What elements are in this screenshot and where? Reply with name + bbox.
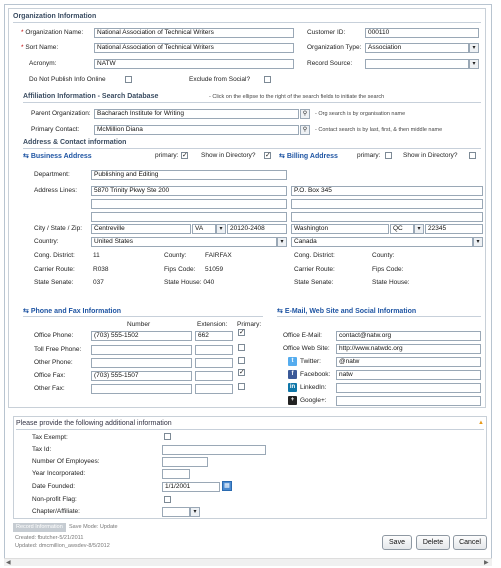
toll-free-input[interactable] [91,345,192,355]
additional-info-title: Please provide the following additional information [16,420,172,427]
organization-form-window [4,4,492,559]
department-input[interactable]: Publishing and Editing [91,170,287,180]
chevron-down-icon[interactable]: ▾ [473,237,483,247]
form-body [8,8,486,408]
do-not-publish-checkbox[interactable] [125,76,132,83]
business-address-header: ⇆ Business Address [23,153,92,160]
linkedin-input[interactable] [336,383,481,393]
customer-id-label: Customer ID: [307,29,346,36]
date-founded-input[interactable]: 1/1/2001 [162,482,220,492]
address-lines-label: Address Lines: [34,187,77,194]
org-info-title: Organization Information [13,13,97,20]
county-label: County: [164,252,187,259]
twitter-input[interactable]: @natw [336,357,481,367]
section-divider [16,429,484,430]
business-house-value: 040 [203,279,215,286]
billing-cong-label: Cong. District: [294,252,335,259]
other-phone-ext-input[interactable] [195,358,233,368]
office-email-label: Office E-Mail: [283,332,322,339]
section-divider [277,316,481,317]
billing-address-line1[interactable]: P.O. Box 345 [291,186,483,196]
parent-org-hint: - Org search is by organisation name [315,111,406,117]
exclude-social-label: Exclude from Social? [189,76,251,83]
org-name-label: * Organization Name: [21,29,84,36]
facebook-icon: f [288,370,297,379]
collapse-icon[interactable]: ▲ [478,420,484,426]
nonprofit-label: Non-profit Flag: [32,496,77,503]
business-fips-value: 51059 [205,266,224,273]
billing-show-dir-checkbox[interactable] [469,152,476,159]
facebook-input[interactable]: natw [336,370,481,380]
acronym-input[interactable]: NATW [94,59,294,69]
business-primary-label: primary: [155,152,179,159]
billing-address-header: ⇆ Billing Address [279,153,338,160]
sort-name-label: * Sort Name: [21,44,59,51]
primary-column-header: Primary: [237,321,262,328]
delete-button[interactable]: Delete [416,535,450,550]
org-type-label: Organization Type: [307,44,362,51]
extension-column-header: Extension: [197,321,228,328]
office-fax-input[interactable]: (703) 555-1507 [91,371,192,381]
save-mode-text: Save Mode: Update [69,524,118,530]
updated-text: Updated: dmcmillion_awsdev-8/5/2012 [15,543,110,549]
business-address-line2[interactable] [91,199,287,209]
record-source-label: Record Source: [307,60,353,67]
toll-free-primary-checkbox[interactable] [238,344,245,351]
city-state-zip-label: City / State / Zip: [34,225,83,232]
billing-senate-label: State Senate: [294,279,334,286]
additional-info-panel [13,416,487,519]
google-plus-input[interactable] [336,396,481,406]
employees-label: Number Of Employees: [32,458,100,465]
scroll-right-icon[interactable]: ▶ [484,560,489,566]
employees-input[interactable] [162,457,208,467]
other-fax-primary-checkbox[interactable] [238,383,245,390]
chevron-down-icon[interactable]: ▾ [277,237,287,247]
search-icon[interactable]: ⚲ [300,109,310,119]
business-show-dir-label: Show in Directory? [201,152,256,159]
billing-address-line3[interactable] [291,212,483,222]
business-senate-value: 037 [93,279,104,286]
chevron-down-icon[interactable]: ▾ [216,224,226,234]
fips-label: Fips Code: [164,266,196,273]
affiliation-hint: - Click on the ellipse to the right of the search fields to initiate the search [209,94,385,100]
other-fax-input[interactable] [91,384,192,394]
other-fax-label: Other Fax: [34,385,65,392]
business-address-line1[interactable]: 5870 Trinity Pkwy Ste 200 [91,186,287,196]
section-divider [23,316,263,317]
office-phone-input[interactable]: (703) 555-1502 [91,331,192,341]
state-senate-label: State Senate: [34,279,74,286]
google-plus-icon: + [288,396,297,405]
acronym-label: Acronym: [29,60,57,67]
chapter-label: Chapter/Affiliate: [32,508,80,515]
year-incorporated-input[interactable] [162,469,190,479]
business-primary-checkbox[interactable]: ✓ [182,152,188,159]
office-fax-primary-checkbox[interactable]: ✓ [239,369,245,376]
facebook-label: Facebook: [300,371,331,378]
office-fax-label: Office Fax: [34,372,66,379]
chevron-down-icon[interactable]: ▾ [190,507,200,517]
billing-address-line2[interactable] [291,199,483,209]
date-founded-label: Date Founded: [32,483,76,490]
twitter-icon: t [288,357,297,366]
business-cong-value: 11 [93,252,100,259]
tax-exempt-checkbox[interactable] [164,433,171,440]
number-column-header: Number [127,321,151,328]
year-incorporated-label: Year Incorporated: [32,470,86,477]
sort-name-input[interactable]: National Association of Technical Writers [94,43,294,53]
chevron-down-icon[interactable]: ▾ [414,224,424,234]
search-icon[interactable]: ⚲ [300,125,310,135]
business-county-value: FAIRFAX [205,252,232,259]
toll-free-ext-input[interactable] [195,345,233,355]
link-icon: ⇆ [23,308,31,315]
parent-org-input[interactable]: Bacharach Institute for Writing [94,109,299,119]
office-website-label: Office Web Site: [283,345,330,352]
record-info-tab[interactable]: Record Information [13,523,66,532]
link-icon: ⇆ [279,153,287,160]
office-phone-label: Office Phone: [34,332,74,339]
scroll-left-icon[interactable]: ◀ [6,560,11,566]
business-show-dir-checkbox[interactable]: ✓ [265,152,271,159]
google-plus-label: Google+: [300,397,327,404]
other-phone-input[interactable] [91,358,192,368]
customer-id-input[interactable]: 000110 [365,28,479,38]
billing-county-label: County: [372,252,395,259]
billing-show-dir-label: Show in Directory? [403,152,458,159]
billing-house-label: State House: [372,279,410,286]
calendar-icon[interactable]: ▦ [222,481,232,491]
exclude-social-checkbox[interactable] [264,76,271,83]
office-email-input[interactable]: contact@natw.org [336,331,481,341]
country-label: Country: [34,238,59,245]
twitter-label: Twitter: [300,358,321,365]
primary-contact-input[interactable]: McMillion Diana [94,125,299,135]
business-country-select[interactable]: United States [91,237,277,247]
carrier-route-label: Carrier Route: [34,266,75,273]
org-type-select[interactable]: Association [365,43,469,53]
linkedin-label: LinkedIn: [300,384,327,391]
section-divider [23,102,481,103]
phone-fax-header: ⇆ Phone and Fax Information [23,308,122,315]
created-text: Created: fbutcher-5/21/2011 [15,535,84,541]
business-address-line3[interactable] [91,212,287,222]
billing-state-select[interactable]: QC [390,224,414,234]
business-zip-input[interactable]: 20120-2408 [227,224,287,234]
other-fax-ext-input[interactable] [195,384,233,394]
billing-primary-checkbox[interactable] [385,152,392,159]
save-button[interactable]: Save [382,535,412,550]
record-source-select[interactable] [365,59,469,69]
do-not-publish-label: Do Not Publish Info Online [29,76,106,83]
parent-org-label: Parent Organization: [31,110,91,117]
billing-country-select[interactable]: Canada [291,237,473,247]
primary-contact-label: Primary Contact: [31,126,80,133]
office-phone-primary-checkbox[interactable]: ✓ [239,329,245,336]
tax-exempt-label: Tax Exempt: [32,434,68,441]
toll-free-label: Toll Free Phone: [34,346,82,353]
office-phone-ext-input[interactable]: 662 [195,331,233,341]
other-phone-primary-checkbox[interactable] [238,357,245,364]
chevron-down-icon[interactable]: ▾ [469,59,479,69]
section-divider [23,148,481,149]
state-house-label: State House: 040 [164,279,215,286]
web-social-header: ⇆ E-Mail, Web Site and Social Information [277,308,417,315]
address-title: Address & Contact information [23,139,127,146]
affiliation-title: Affiliation Information - Search Database [23,93,159,100]
org-name-input[interactable]: National Association of Technical Writers [94,28,294,38]
department-label: Department: [34,171,70,178]
linkedin-icon: in [289,384,296,390]
office-website-input[interactable]: http://www.natwdc.org [336,344,481,354]
section-divider [13,22,481,23]
tax-id-label: Tax Id: [32,446,52,453]
cong-district-label: Cong. District: [34,252,75,259]
horizontal-scrollbar[interactable] [4,558,492,566]
billing-fips-label: Fips Code: [372,266,404,273]
office-fax-ext-input[interactable] [195,371,233,381]
link-icon: ⇆ [23,153,31,160]
business-carrier-value: R038 [93,266,109,273]
billing-carrier-label: Carrier Route: [294,266,335,273]
chevron-down-icon[interactable]: ▾ [469,43,479,53]
primary-contact-hint: - Contact search is by last, first, & then middle name [315,127,443,133]
link-icon: ⇆ [277,308,285,315]
tax-id-input[interactable] [162,445,266,455]
billing-zip-input[interactable]: 22345 [425,224,483,234]
billing-city-input[interactable]: Washington [291,224,389,234]
business-state-select[interactable]: VA [192,224,216,234]
cancel-button[interactable]: Cancel [453,535,487,550]
business-city-input[interactable]: Centreville [91,224,191,234]
chapter-select[interactable] [162,507,190,517]
other-phone-label: Other Phone: [34,359,73,366]
billing-primary-label: primary: [357,152,381,159]
nonprofit-checkbox[interactable] [164,496,171,503]
